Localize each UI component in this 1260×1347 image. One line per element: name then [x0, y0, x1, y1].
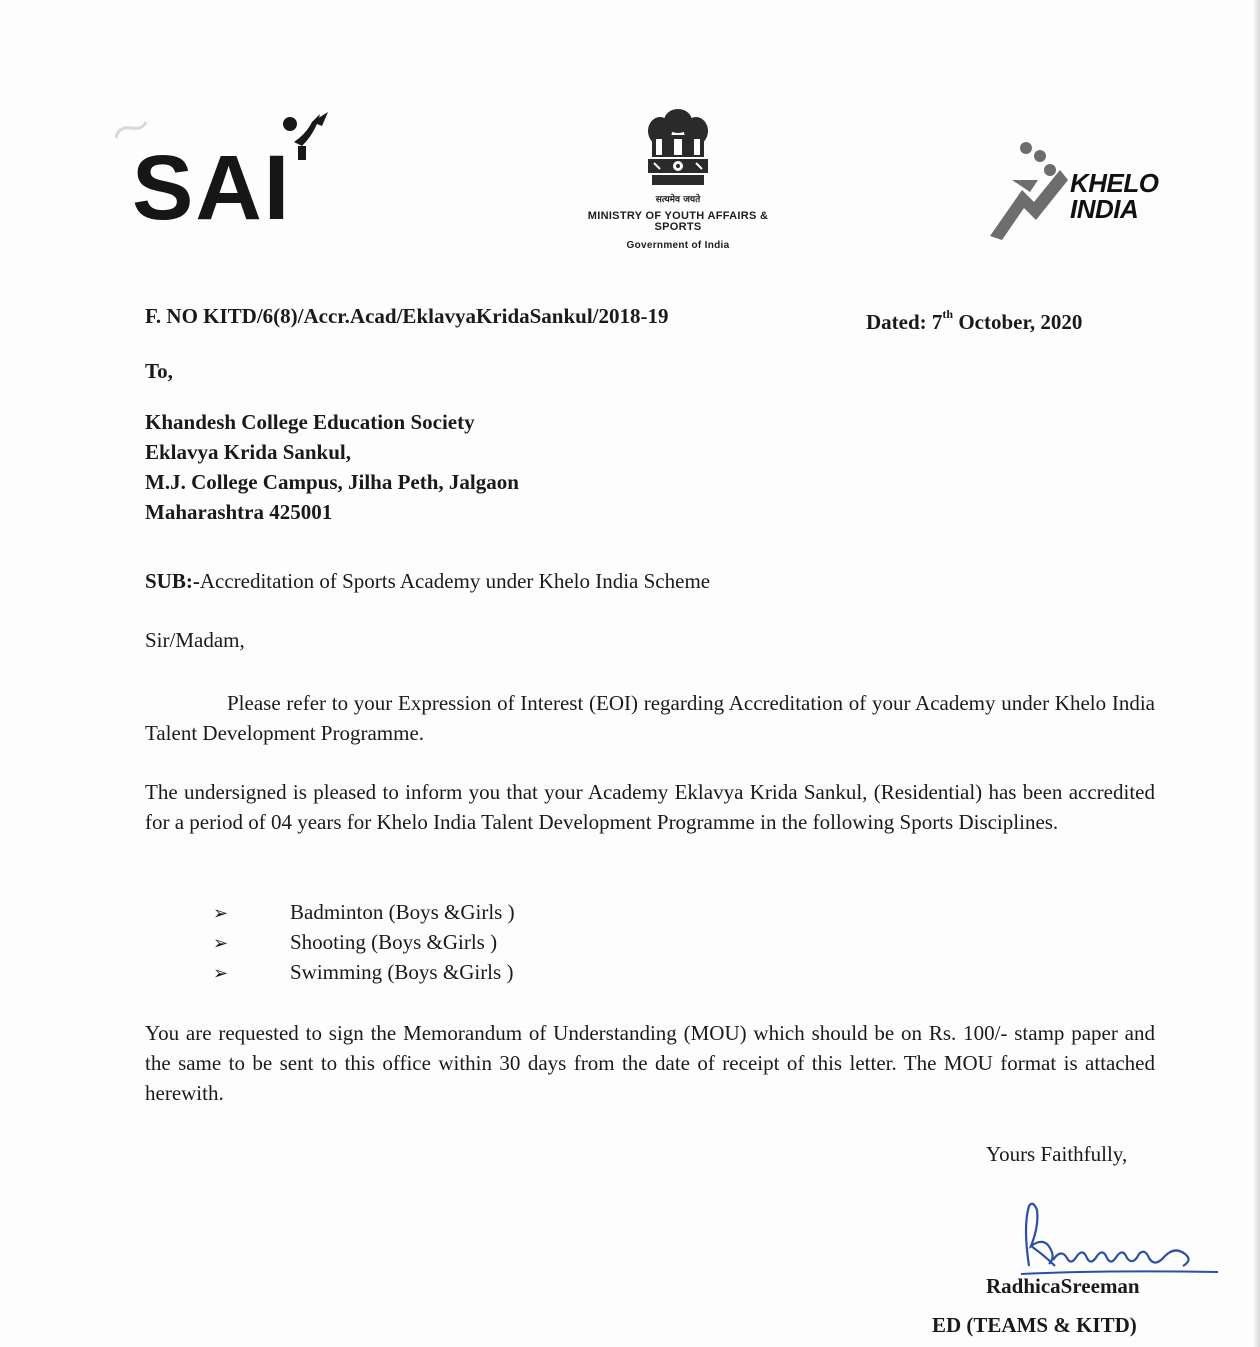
- salutation: Sir/Madam,: [145, 628, 245, 652]
- khelo-india-logo: [982, 140, 1159, 245]
- reference-number: F. NO KITD/6(8)/Accr.Acad/EklavyaKridaSankul/2018-19: [145, 304, 669, 328]
- emblem-motto: सत्यमेव जयते: [655, 195, 701, 205]
- body-paragraph-2: The undersigned is pleased to inform you that your Academy Eklavya Krida Sankul, (Residential) has been accredited for a period of 04 years for Khelo India Talent Development Programme in the following Sports Disciplines.: [145, 780, 1155, 834]
- address-line: M.J. College Campus, Jilha Peth, Jalgaon: [145, 470, 519, 494]
- arrow-bullet-icon: ➢: [213, 903, 229, 924]
- ministry-name-line1: MINISTRY OF YOUTH AFFAIRS &: [587, 210, 769, 222]
- subject-text: Accreditation of Sports Academy under Khelo India Scheme: [199, 569, 711, 593]
- sports-disciplines-list: [213, 897, 515, 987]
- list-item: [213, 897, 515, 927]
- signer-name: RadhicaSreeman: [986, 1274, 1140, 1298]
- arrow-bullet-icon: ➢: [213, 933, 229, 954]
- khelo-india-wordmark: [1070, 170, 1159, 222]
- address-line: Eklavya Krida Sankul,: [145, 440, 351, 464]
- list-item: [213, 927, 515, 957]
- india-word: INDIA: [1070, 194, 1139, 224]
- discipline-name: Shooting (Boys &Girls ): [290, 930, 498, 954]
- ministry-name-line2: SPORTS: [654, 221, 702, 233]
- list-item: [213, 957, 515, 987]
- date-rest: October, 2020: [953, 310, 1083, 334]
- ashoka-emblem-icon: [636, 105, 720, 191]
- to-label: To,: [145, 359, 173, 383]
- khelo-runner-icon: [982, 140, 1072, 240]
- sai-logo-text: SAI: [132, 137, 292, 239]
- discipline-name: Badminton (Boys &Girls ): [290, 900, 515, 924]
- page-edge-shadow: [1254, 0, 1260, 1347]
- address-line: Khandesh College Education Society: [145, 410, 475, 434]
- body-paragraph-3: You are requested to sign the Memorandum of Understanding (MOU) which should be on Rs. 100/- stamp paper and the same to be sent to this office within 30 days from the date of receipt of this letter. The MOU format is attached herewith.: [145, 1021, 1155, 1105]
- letter-date: [866, 302, 1082, 337]
- signer-title: ED (TEAMS & KITD): [932, 1313, 1137, 1337]
- khelo-word: KHELO: [1070, 168, 1159, 198]
- arrow-bullet-icon: ➢: [213, 963, 229, 984]
- discipline-name: Swimming (Boys &Girls ): [290, 960, 514, 984]
- date-suffix: th: [942, 307, 954, 321]
- subject-label: SUB:-: [145, 569, 200, 593]
- sai-logo: [112, 112, 332, 247]
- address-line: Maharashtra 425001: [145, 500, 333, 524]
- government-of-india: Government of India: [626, 240, 730, 251]
- body-paragraph-1: Please refer to your Expression of Interest (EOI) regarding Accreditation of your Academy under Khelo India Talent Development Programme.: [145, 691, 1155, 745]
- sai-athlete-icon: [272, 112, 332, 162]
- subject-line: [145, 566, 710, 596]
- closing: Yours Faithfully,: [986, 1142, 1128, 1166]
- ministry-emblem-block: [548, 105, 808, 260]
- date-label: Dated: 7: [866, 310, 943, 334]
